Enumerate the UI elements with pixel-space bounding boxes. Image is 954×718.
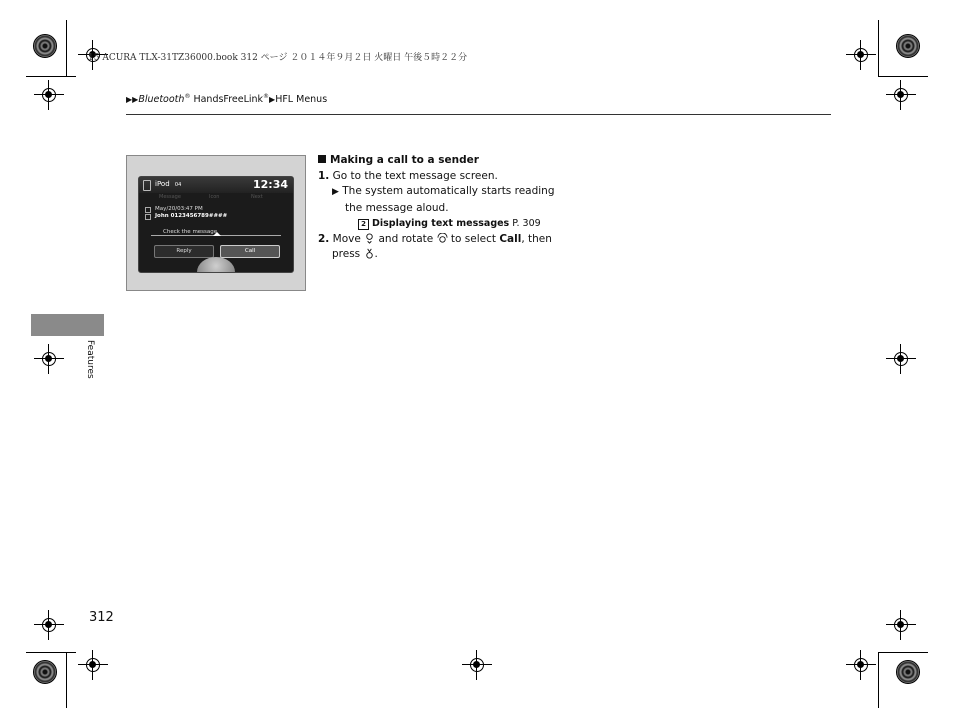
reference-title[interactable]: Displaying text messages bbox=[372, 218, 510, 229]
up-arrow-icon bbox=[213, 232, 221, 236]
step-number: 1. bbox=[318, 169, 330, 182]
reply-button[interactable]: Reply bbox=[154, 245, 214, 258]
crop-line bbox=[878, 20, 879, 76]
crosshair-icon bbox=[886, 344, 916, 374]
crosshair-icon bbox=[886, 610, 916, 640]
breadcrumb-bluetooth[interactable]: Bluetooth bbox=[138, 94, 185, 106]
square-bullet-icon bbox=[318, 155, 326, 163]
rotate-icon bbox=[437, 233, 448, 244]
step-2-press: press bbox=[332, 248, 361, 260]
step-2-call: Call bbox=[499, 232, 522, 245]
crosshair-icon bbox=[846, 40, 876, 70]
screen-status-bar bbox=[139, 177, 293, 193]
chapter-label: Features bbox=[85, 340, 95, 379]
step-1-note-line1: The system automatically starts reading bbox=[342, 185, 555, 197]
reference-arrow-icon: 2 bbox=[358, 219, 369, 230]
breadcrumb-arrow-icon: ▶▶ bbox=[126, 95, 139, 105]
section-heading-text: Making a call to a sender bbox=[330, 154, 479, 166]
reference-page[interactable]: P. 309 bbox=[512, 218, 541, 229]
screen-illustration bbox=[126, 155, 306, 291]
breadcrumb-arrow-icon: ▶ bbox=[269, 95, 276, 105]
press-icon bbox=[364, 248, 375, 259]
crosshair-icon bbox=[462, 650, 492, 680]
screen-source bbox=[155, 180, 181, 188]
breadcrumb bbox=[126, 93, 327, 105]
book-info: 15 ACURA TLX-31TZ36000.book 312 ページ ２０１４年９月２日 火曜日 午後５時２２分 bbox=[88, 53, 468, 63]
crosshair-icon bbox=[886, 80, 916, 110]
step-1-text: Go to the text message screen. bbox=[332, 169, 498, 182]
message-date: May/20/03:47 PM bbox=[155, 206, 203, 212]
clock-icon bbox=[145, 207, 151, 213]
screen-tab: Icon bbox=[209, 194, 220, 200]
crosshair-icon bbox=[78, 650, 108, 680]
registered-mark: ® bbox=[263, 93, 270, 100]
page-number: 312 bbox=[89, 610, 114, 625]
instructions bbox=[318, 153, 563, 263]
screen-source-label: iPod bbox=[155, 180, 170, 188]
crop-line bbox=[878, 652, 879, 708]
triangle-bullet-icon: ▶ bbox=[332, 187, 339, 197]
move-down-icon bbox=[364, 233, 375, 244]
step-2-period: . bbox=[374, 248, 378, 260]
crop-line bbox=[26, 652, 76, 653]
phone-icon bbox=[143, 180, 151, 191]
breadcrumb-handsfreelink[interactable]: HandsFreeLink bbox=[190, 94, 264, 106]
section-heading bbox=[318, 153, 563, 169]
step-1-note-line2: the message aloud. bbox=[345, 201, 449, 214]
breadcrumb-hfl-menus[interactable]: HFL Menus bbox=[275, 94, 328, 106]
crop-line bbox=[66, 652, 67, 708]
crop-line bbox=[66, 20, 67, 76]
step-number: 2. bbox=[318, 232, 330, 245]
registration-disc-icon bbox=[33, 660, 57, 684]
display-screen bbox=[138, 176, 294, 273]
crosshair-icon bbox=[34, 344, 64, 374]
check-message-label: Check the message bbox=[163, 229, 218, 235]
person-icon bbox=[145, 214, 151, 220]
interface-dial-icon bbox=[197, 257, 235, 273]
chapter-tab bbox=[31, 314, 104, 336]
step-2 bbox=[318, 232, 563, 248]
step-2-then: , then bbox=[521, 232, 552, 245]
registration-disc-icon bbox=[33, 34, 57, 58]
screen-tabs bbox=[139, 194, 293, 202]
registration-disc-icon bbox=[896, 660, 920, 684]
registered-mark: ® bbox=[184, 93, 191, 100]
crop-line bbox=[878, 76, 928, 77]
message-sender: John 0123456789#### bbox=[155, 213, 228, 219]
screen-tab: Next bbox=[251, 194, 263, 200]
crosshair-icon bbox=[34, 80, 64, 110]
cross-reference[interactable] bbox=[318, 216, 563, 232]
crop-line bbox=[878, 652, 928, 653]
step-2-select: to select bbox=[450, 232, 496, 245]
crosshair-icon bbox=[846, 650, 876, 680]
registration-disc-icon bbox=[896, 34, 920, 58]
step-1 bbox=[318, 169, 563, 185]
step-2-move: Move bbox=[332, 232, 361, 245]
call-button[interactable]: Call bbox=[220, 245, 280, 258]
step-2-rotate: and rotate bbox=[378, 232, 434, 245]
crop-line bbox=[26, 76, 76, 77]
header-rule bbox=[126, 114, 831, 115]
screen-track: 04 bbox=[174, 182, 182, 188]
step-2-continued bbox=[318, 247, 563, 263]
screen-tab: Message bbox=[159, 194, 181, 200]
screen-clock: 12:34 bbox=[252, 178, 288, 191]
step-1-note bbox=[318, 184, 563, 216]
crosshair-icon bbox=[34, 610, 64, 640]
